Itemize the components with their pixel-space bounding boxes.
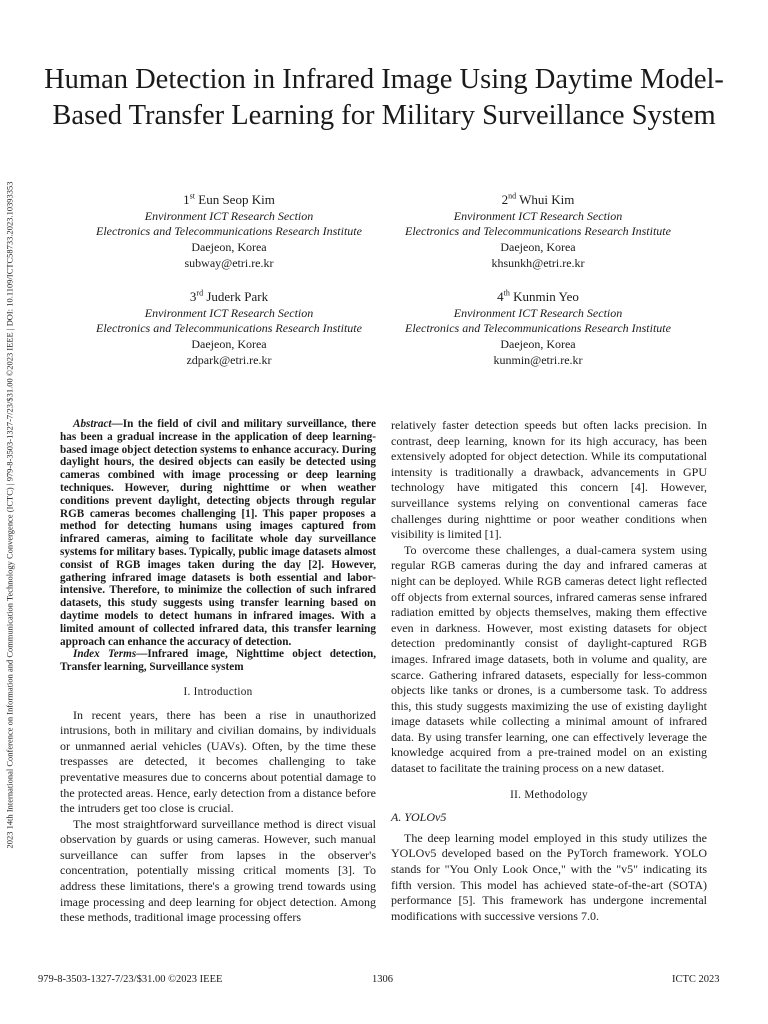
doi-sidebar-text: 2023 14th International Conference on Information and Communication Technology Convergence (ICTC) | 979-8-3503-1327-7/23/$31.00 ©2023 IEEE | DOI: 10.1109/ICTC58733.2023.10393353 bbox=[5, 181, 15, 849]
abstract bbox=[60, 418, 376, 648]
author-city: Daejeon, Korea bbox=[191, 240, 267, 255]
author-city: Daejeon, Korea bbox=[500, 337, 576, 352]
author-dept: Environment ICT Research Section bbox=[144, 208, 314, 223]
left-column bbox=[60, 418, 376, 926]
subsection-heading-yolov5: A. YOLOv5 bbox=[391, 810, 447, 825]
author-name: Eun Seop Kim bbox=[198, 192, 275, 207]
author-email: zdpark@etri.re.kr bbox=[186, 352, 272, 367]
author-email: khsunkh@etri.re.kr bbox=[491, 255, 585, 270]
footer-copyright: 979-8-3503-1327-7/23/$31.00 ©2023 IEEE bbox=[38, 974, 223, 985]
section-heading-introduction: I. Introduction bbox=[183, 685, 253, 698]
paper-title: Human Detection in Infrared Image Using Daytime Model-Based Transfer Learning for Military Surveillance System bbox=[44, 64, 724, 131]
author-org: Electronics and Telecommunications Research Institute bbox=[96, 321, 362, 336]
author-dept: Environment ICT Research Section bbox=[144, 305, 314, 320]
author-block-4: 4th Kunmin Yeo Environment ICT Research Section Electronics and Telecommunications Research Institute Daejeon, Korea kunmin@etri.re.kr bbox=[383, 289, 693, 369]
author-block-3: 3rd Juderk Park Environment ICT Research Section Electronics and Telecommunications Research Institute Daejeon, Korea zdpark@etri.re.kr bbox=[74, 289, 384, 369]
paragraph: The most straightforward surveillance method is direct visual observation by guards or using cameras. However, such manual surveillance can suffer from lapses in the observer's concentration, potentially missing critical moments [3]. To address these limitations, there's a growing trend towards using image processing and deep learning for object detection. Among these methods, traditional image processing offers bbox=[60, 816, 376, 925]
author-dept: Environment ICT Research Section bbox=[453, 305, 623, 320]
doi-sidebar bbox=[2, 100, 18, 930]
page-number: 1306 bbox=[372, 974, 393, 985]
right-column bbox=[391, 418, 707, 924]
author-name: Juderk Park bbox=[206, 289, 269, 304]
abstract-label: Abstract bbox=[73, 418, 112, 430]
author-city: Daejeon, Korea bbox=[191, 337, 267, 352]
index-terms-text: —Infrared image, Nighttime object detection, Transfer learning, Surveillance system bbox=[60, 648, 376, 674]
section-heading-methodology: II. Methodology bbox=[510, 788, 588, 801]
paragraph: The deep learning model employed in this study utilizes the YOLOv5 developed based on the PyTorch framework. YOLO stands for "You Only Look Once," with the "v5" indicating its fifth version. This model has achieved state-of-the-art (SOTA) performance [5]. This framework has undergone incremental modifications with successive versions 7.0. bbox=[391, 830, 707, 923]
author-name: Whui Kim bbox=[519, 192, 575, 207]
paragraph: To overcome these challenges, a dual-camera system using regular RGB cameras during the day and infrared cameras at night can be deployed. While RGB cameras detect light reflected off objects from external sources, infrared cameras sense infrared radiation emitted by objects themselves, making them effective even in darkness. However, most existing datasets for object detection predominantly consist of daylight-captured RGB images. Infrared image datasets, both in volume and quality, are scarce. Gathering infrared datasets, especially for less-common objects like tanks or drones, is a cumbersome task. To address this, this study suggests maximizing the use of existing daylight image datasets while collecting a minimal amount of infrared data. By using transfer learning, one can effectively leverage the knowledge acquired from a pre-trained model on an existing dataset to facilitate the training process on a new dataset. bbox=[391, 542, 707, 776]
author-dept: Environment ICT Research Section bbox=[453, 208, 623, 223]
author-org: Electronics and Telecommunications Research Institute bbox=[96, 224, 362, 239]
author-city: Daejeon, Korea bbox=[500, 240, 576, 255]
paragraph: In recent years, there has been a rise in unauthorized intrusions, both in military and civilian domains, by individuals or unmanned aerial vehicles (UAVs). Often, by the time these trespasses are detected, it becomes challenging to take preventative measures due to concerns about potential damage to the protected areas. Hence, early detection from a distance before the intruders get too close is crucial. bbox=[60, 707, 376, 816]
author-email: subway@etri.re.kr bbox=[184, 255, 274, 270]
author-email: kunmin@etri.re.kr bbox=[493, 352, 583, 367]
paragraph: relatively faster detection speeds but often lacks precision. In contrast, deep learning, known for its high accuracy, has been extensively adopted for object detection. While its computational intensity is traditionally a drawback, advancements in GPU technology have mitigated this concern [4]. However, surveillance systems relying on conventional cameras face challenges during nighttime or poor weather conditions when visibility is limited [1]. bbox=[391, 418, 707, 542]
index-terms-label: Index Terms bbox=[73, 648, 137, 661]
author-block-1: 1st Eun Seop Kim Environment ICT Research Section Electronics and Telecommunications Research Institute Daejeon, Korea subway@etri.re.kr bbox=[74, 192, 384, 272]
footer-conference: ICTC 2023 bbox=[672, 974, 720, 985]
index-terms bbox=[60, 648, 376, 674]
author-block-2: 2nd Whui Kim Environment ICT Research Section Electronics and Telecommunications Research Institute Daejeon, Korea khsunkh@etri.re.kr bbox=[383, 192, 693, 272]
author-org: Electronics and Telecommunications Research Institute bbox=[405, 224, 671, 239]
author-name: Kunmin Yeo bbox=[513, 289, 579, 304]
author-org: Electronics and Telecommunications Research Institute bbox=[405, 321, 671, 336]
abstract-text: —In the field of civil and military surveillance, there has been a gradual increase in the application of deep learning-based image object detection systems to enhance accuracy. During daylight hours, the desired objects can easily be detected using cameras combined with image processing or deep learning techniques. However, during nighttime or when weather conditions prevent daylight, detecting objects through regular RGB cameras becomes challenging [1]. This paper proposes a method for detecting humans using images captured from infrared cameras, aiming to facilitate whole day surveillance systems for military bases. Typically, public image datasets almost consist of RGB images taken during the day [2]. However, gathering infrared image datasets is both essential and labor-intensive. Therefore, to minimize the collection of such infrared datasets, this study suggests using transfer learning based on daytime models to detect humans in infrared images. With a limited amount of collected infrared data, this transfer learning approach can enhance the accuracy of detection. bbox=[60, 418, 376, 648]
